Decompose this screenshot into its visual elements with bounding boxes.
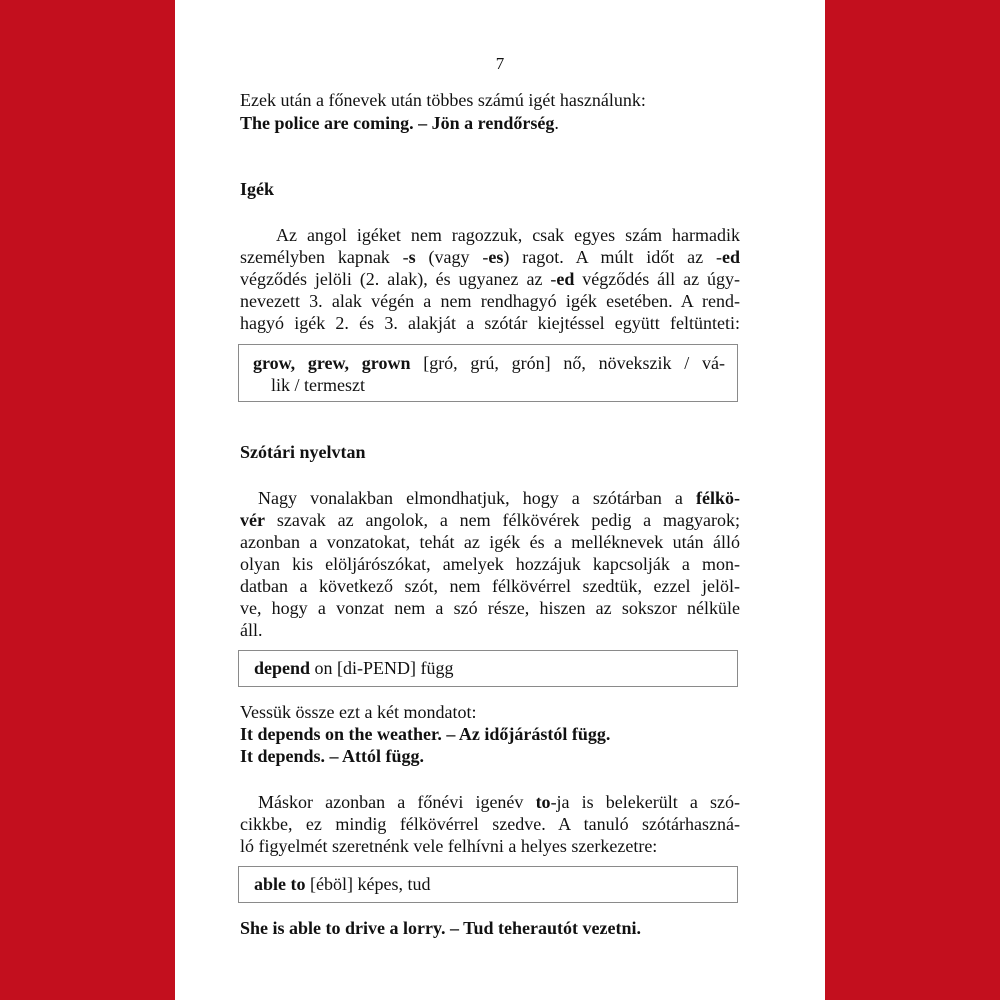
paragraph-line: Máskor azonban a főnévi igenév to-ja is belekerült a szó-	[258, 792, 741, 812]
paragraph-line: cikkbe, ez mindig félkövérrel szedve. A tanuló szótárhaszná-	[240, 814, 740, 834]
paragraph-line: ve, hogy a vonzat nem a szó része, hiszen az sokszor nélküle	[240, 598, 740, 618]
entry-line: able to [éböl] képes, tud	[254, 874, 431, 894]
paragraph-line: olyan kis elöljárószókat, amelyek hozzájuk kapcsolják a mon-	[240, 554, 740, 574]
dictionary-entry-box	[238, 866, 738, 903]
paragraph-line: végződés jelöli (2. alak), és ugyanez az -ed végződés áll az úgy-	[240, 269, 741, 289]
dictionary-entry-box	[238, 344, 738, 402]
paragraph-line: Nagy vonalakban elmondhatjuk, hogy a szótárban a félkö-	[258, 488, 740, 508]
compare-sentence: Vessük össze ezt a két mondatot:	[240, 702, 477, 722]
paragraph-line: nevezett 3. alak végén a nem rendhagyó igék esetében. A rend-	[240, 291, 740, 311]
paragraph-line: azonban a vonzatokat, tehát az igék és a melléknevek után álló	[240, 532, 740, 552]
entry-line: grow, grew, grown [gró, grú, grón] nő, növekszik / vá-	[253, 353, 725, 373]
section-heading-szotari-nyelvtan: Szótári nyelvtan	[240, 442, 366, 462]
paragraph-line: személyben kapnak -s (vagy -es) ragot. A múlt időt az -ed	[240, 247, 740, 267]
intro-example: The police are coming. – Jön a rendőrség.	[240, 113, 559, 133]
entry-line: depend on [di-PEND] függ	[254, 658, 454, 678]
paragraph-line: vér szavak az angolok, a nem félkövérek pedig a magyarok;	[240, 510, 740, 530]
entry-line: lik / termeszt	[271, 375, 365, 395]
section-heading-igek: Igék	[240, 179, 275, 199]
page-number: 7	[495, 54, 505, 73]
paragraph-line: hagyó igék 2. és 3. alakját a szótár kiejtéssel együtt feltünteti:	[240, 313, 740, 333]
dictionary-entry-box	[238, 650, 738, 687]
example-sentence: It depends. – Attól függ.	[240, 746, 425, 766]
intro-sentence: Ezek után a főnevek után többes számú igét használunk:	[240, 90, 646, 110]
example-sentence: It depends on the weather. – Az időjárástól függ.	[240, 724, 611, 744]
paragraph-line: áll.	[240, 620, 263, 640]
paragraph-line: ló figyelmét szeretnénk vele felhívni a helyes szerkezetre:	[240, 836, 658, 856]
book-page	[175, 0, 825, 1000]
paragraph-line: Az angol igéket nem ragozzuk, csak egyes szám harmadik	[276, 225, 740, 245]
paragraph-line: datban a következő szót, nem félkövérrel szedtük, ezzel jelöl-	[240, 576, 740, 596]
example-sentence: She is able to drive a lorry. – Tud teherautót vezetni.	[240, 918, 641, 938]
